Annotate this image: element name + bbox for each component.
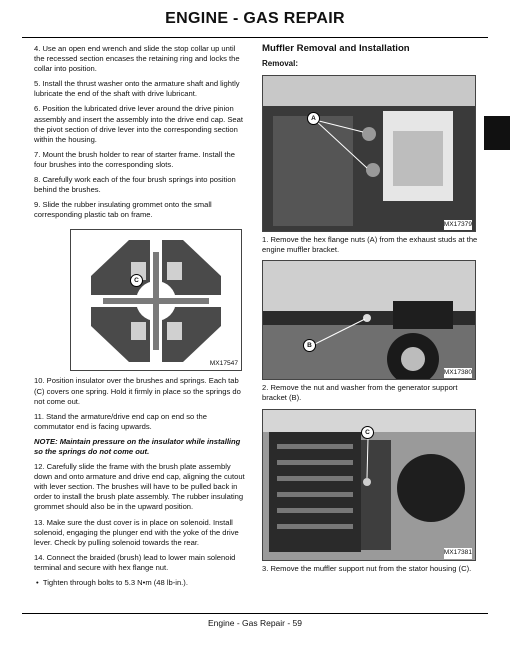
step-11: 11. Stand the armature/drive end cap on end so the commutator end is facing upwards. — [34, 411, 207, 431]
step-4: 4. Use an open end wrench and slide the stop collar up until the recessed section encases the retaining ring and locks the collar into position. — [34, 44, 240, 74]
step-5: 5. Install the thrust washer onto the armature shaft and lightly lubricate the end of the shaft with drive lubricant. — [34, 79, 240, 99]
header-rule — [22, 37, 488, 38]
left-column — [34, 44, 246, 593]
section-heading: Muffler Removal and Installation — [262, 43, 410, 54]
step-r3: 3. Remove the muffler support nut from the stator housing (C). — [262, 563, 472, 573]
figure-stator-housing — [262, 409, 476, 561]
step-13: 13. Make sure the dust cover is in place on solenoid. Install solenoid, engaging the plunger end with the yoke of the drive lever. Check by pulling solenoid towards the rear. — [34, 517, 239, 547]
muffler-photo-2 — [263, 261, 475, 379]
figure-brush-insulator — [70, 229, 242, 371]
page-title: ENGINE - GAS REPAIR — [165, 10, 345, 27]
right-column — [262, 44, 482, 579]
step-12: 12. Carefully slide the frame with the brush plate assembly down and onto armature and drive end cap, aligning the cutout with lever section. The brushes will have to be pulled back in order to install the brush plate assembly. The rubber insulating grommet should also be in the upward position. — [34, 462, 245, 512]
insulator-illustration — [71, 230, 241, 370]
callout-a: A — [307, 112, 320, 125]
figure-label: MX17381 — [444, 548, 472, 558]
step-6: 6. Position the lubricated drive lever around the drive pinion assembly and insert the assembly into the drive end cap. Seat the pivot section of drive lever into the corresponding section within the housing. — [34, 104, 243, 144]
figure-label: MX17379 — [444, 220, 472, 230]
page-footer: Engine - Gas Repair - 59 — [207, 618, 303, 628]
step-14: 14. Connect the braided (brush) lead to lower main solenoid terminal and secure with hex flange nut. — [34, 552, 236, 572]
footer-rule — [22, 613, 488, 614]
step-r1: 1. Remove the hex flange nuts (A) from the exhaust studs at the engine muffler bracket. — [262, 235, 478, 255]
step-9: 9. Slide the rubber insulating grommet onto the small corresponding plastic tab on frame. — [34, 200, 212, 220]
note: NOTE: Maintain pressure on the insulator while installing so the springs do not come out. — [34, 436, 241, 456]
section-subheading: Removal: — [262, 59, 299, 69]
step-r2: 2. Remove the nut and washer from the generator support bracket (B). — [262, 383, 458, 403]
step-8: 8. Carefully work each of the four brush springs into position behind the brushes. — [34, 175, 236, 195]
figure-muffler-nuts — [262, 75, 476, 232]
callout-c-stator: C — [361, 426, 374, 439]
callout-b: B — [303, 339, 316, 352]
figure-label: MX17380 — [444, 368, 472, 378]
torque-bullet: • Tighten through bolts to 5.3 N•m (48 lb-in.). — [36, 578, 188, 587]
step-10: 10. Position insulator over the brushes and springs. Each tab (C) covers one spring. Hold it firmly in place so the springs do not come out. — [34, 376, 241, 406]
section-tab-marker — [484, 116, 510, 150]
step-7: 7. Mount the brush holder to rear of starter frame. Install the four brushes into the corresponding slots. — [34, 149, 235, 169]
torque-bullet-text: Tighten through bolts to 5.3 N•m (48 lb-in.). — [42, 578, 188, 587]
muffler-photo-1 — [263, 76, 475, 231]
callout-c-brush: C — [130, 274, 143, 287]
figure-label: MX17547 — [209, 360, 238, 368]
figure-generator-bracket — [262, 260, 476, 380]
